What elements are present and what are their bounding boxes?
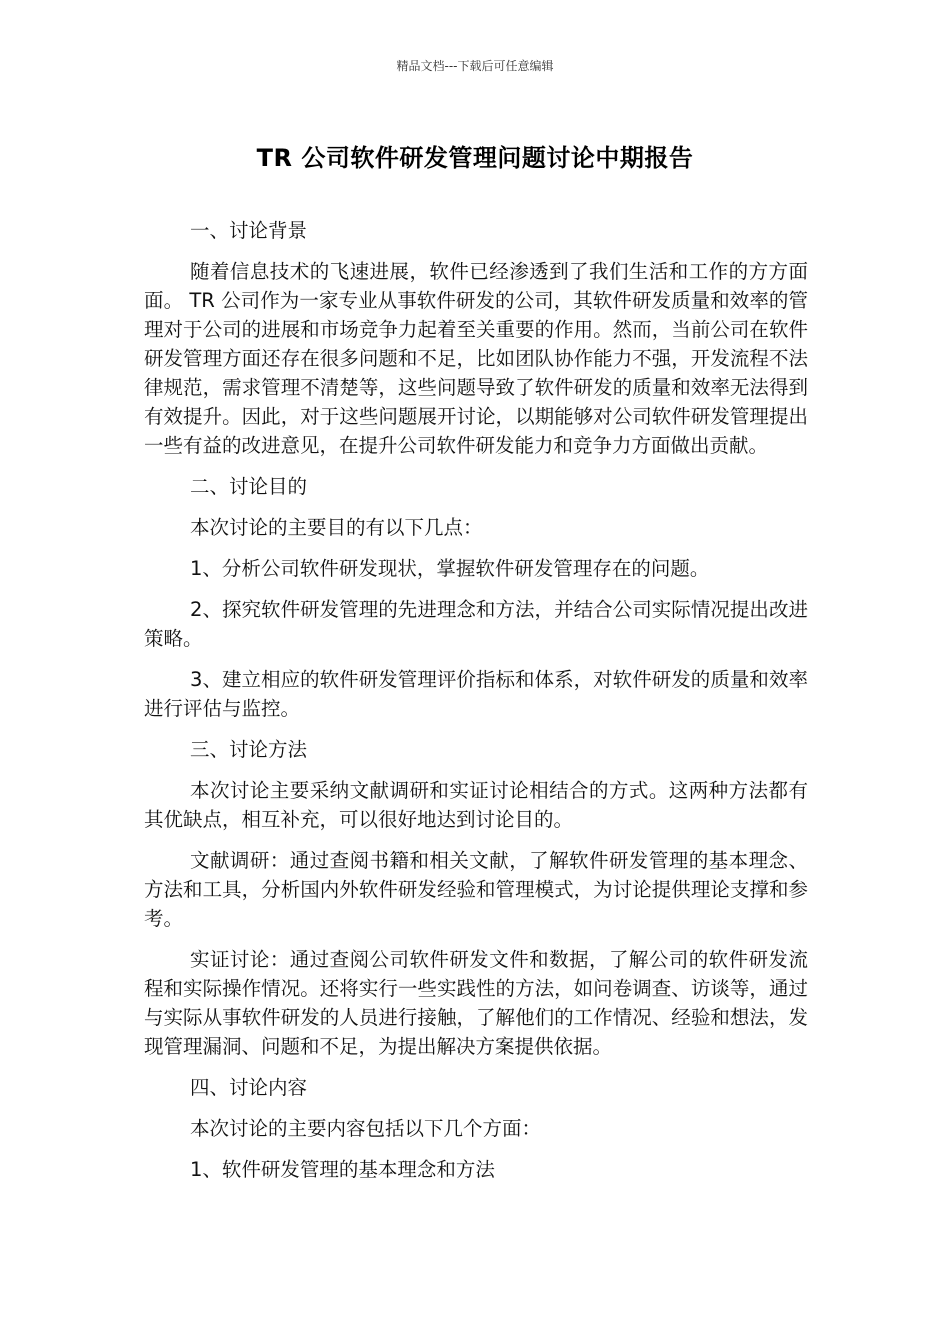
page-header-note: 精品文档---下载后可任意编辑 xyxy=(396,59,554,73)
section-heading-background: 一、讨论背景 xyxy=(190,219,308,242)
list-item-content-1: 1、软件研发管理的基本理念和方法 xyxy=(190,1158,495,1181)
paragraph-method-literature: 文献调研：通过查阅书籍和相关文献，了解软件研发管理的基本理念、方法和工具，分析国内外软件研发经验和管理模式，为讨论提供理论支撑和参考。 xyxy=(144,849,808,930)
section-heading-content: 四、讨论内容 xyxy=(190,1076,308,1099)
paragraph-purpose-intro: 本次讨论的主要目的有以下几点： xyxy=(190,516,483,539)
list-item-purpose-3: 3、建立相应的软件研发管理评价指标和体系，对软件研发的质量和效率进行评估与监控。 xyxy=(144,668,808,720)
paragraph-content-intro: 本次讨论的主要内容包括以下几个方面： xyxy=(190,1117,542,1140)
document-title: TR 公司软件研发管理问题讨论中期报告 xyxy=(256,144,694,172)
paragraph-method-intro: 本次讨论主要采纳文献调研和实证讨论相结合的方式。这两种方法都有其优缺点，相互补充，可以很好地达到讨论目的。 xyxy=(144,779,808,831)
list-item-purpose-2: 2、探究软件研发管理的先进理念和方法，并结合公司实际情况提出改进策略。 xyxy=(144,598,808,650)
paragraph-method-empirical: 实证讨论：通过查阅公司软件研发文件和数据，了解公司的软件研发流程和实际操作情况。还将实行一些实践性的方法，如问卷调查、访谈等，通过与实际从事软件研发的人员进行接触，了解他们的工作情况、经验和想法，发现管理漏洞、问题和不足，为提出解决方案提供依据。 xyxy=(144,948,808,1058)
section-heading-method: 三、讨论方法 xyxy=(190,738,308,761)
paragraph-background: 随着信息技术的飞速进展，软件已经渗透到了我们生活和工作的方方面面。 TR 公司作为一家专业从事软件研发的公司，其软件研发质量和效率的管理对于公司的进展和市场竞争力起着至关重要的作用。然而，当前公司在软件研发管理方面还存在很多问题和不足，比如团队协作能力不强，开发流程不法律规范，需求管理不清楚等，这些问题导致了软件研发的质量和效率无法得到有效提升。因此，对于这些问题展开讨论，以期能够对公司软件研发管理提出一些有益的改进意见，在提升公司软件研发能力和竞争力方面做出贡献。 xyxy=(144,260,808,457)
list-item-purpose-1: 1、分析公司软件研发现状，掌握软件研发管理存在的问题。 xyxy=(190,557,710,580)
section-heading-purpose: 二、讨论目的 xyxy=(190,475,308,498)
document-body xyxy=(144,216,808,1196)
